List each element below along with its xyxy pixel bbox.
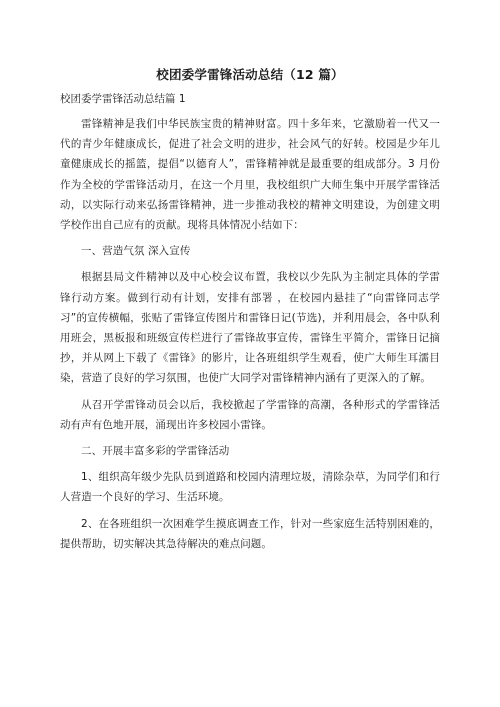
paragraph-mobilization: 从召开学雷锋动员会以后，我校掀起了学雷锋的高潮，各种形式的学雷锋活动有声有色地开展，涌现出许多校园小雷锋。 bbox=[60, 398, 440, 431]
document-subheading: 校团委学雷锋活动总结篇 1 bbox=[60, 93, 186, 105]
paragraph-publicity: 根据县局文件精神以及中心校会议布置，我校以少先队为主制定具体的学雷锋行动方案。做到行动有计划，安排有部署 ，在校园内悬挂了“向雷锋同志学习”的宣传横幅，张贴了雷锋宣传图片和雷锋日记(节选)，并利用晨会，各中队利用班会，黑板报和班级宣传栏进行了雷锋故事宣传，雷锋生平简介，雷锋日记摘抄，并从网上下载了《雷锋》的影片，让各班组织学生观看，使广大师生耳濡目染，营造了良好的学习氛围，也使广大同学对雷锋精神内涵有了更深入的了解。 bbox=[60, 271, 440, 385]
paragraph-item-2: 2、在各班组织一次困难学生摸底调查工作，针对一些家庭生活特别困难的，提供帮助，切实解决其急待解决的难点问题。 bbox=[60, 517, 440, 550]
paragraph-item-1: 1、组织高年级少先队员到道路和校园内清理垃圾，清除杂草，为同学们和行人营造一个良好的学习、生活环境。 bbox=[60, 471, 440, 504]
section-heading-1: 一、营造气氛 深入宣传 bbox=[81, 245, 191, 258]
document-title: 校团委学雷锋活动总结（12 篇） bbox=[156, 67, 344, 82]
section-heading-2: 二、开展丰富多彩的学雷锋活动 bbox=[81, 445, 230, 458]
paragraph-intro: 雷锋精神是我们中华民族宝贵的精神财富。四十多年来，它激励着一代又一代的青少年健康成长，促进了社会文明的进步，社会风气的好转。校园是少年儿童健康成长的摇篮，提倡“以德育人”，雷锋精神就是最重要的组成部分。3 月份作为全校的学雷锋活动月，在这一个月里，我校组织广大师生集中开展学雷锋活动，以实际行动来弘扬雷锋精神，进一步推动我校的精神文明建设，为创建文明学校作出自己应有的贡献。现将具体情况小结如下： bbox=[60, 118, 440, 232]
